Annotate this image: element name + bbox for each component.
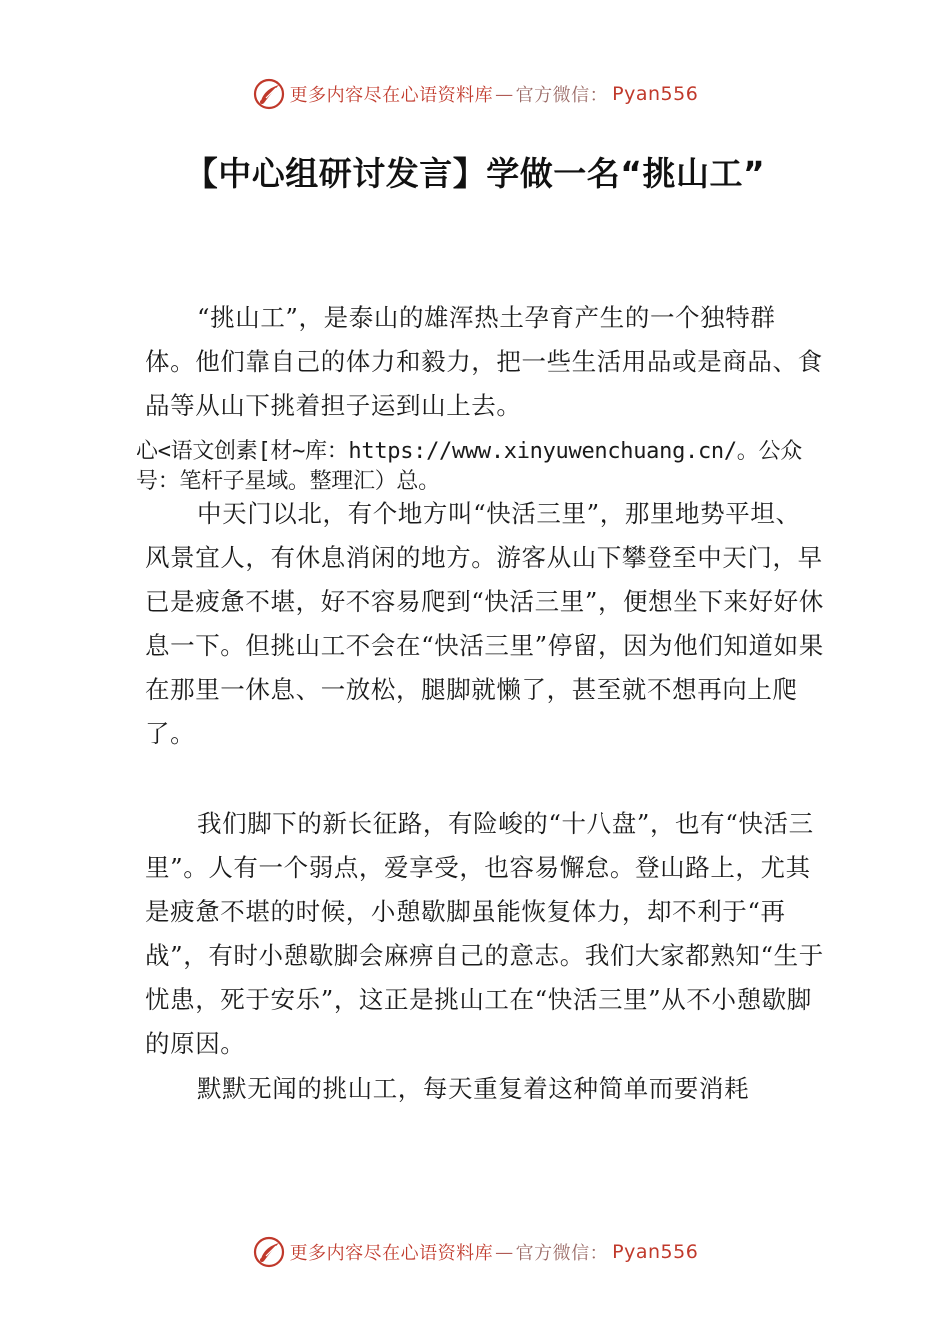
document-title: 【中心组研讨发言】学做一名“挑山工”: [184, 154, 766, 193]
banner-text: [290, 81, 699, 107]
banner-content: [252, 77, 699, 111]
banner-slogan: 更多内容尽在心语资料库: [289, 85, 494, 106]
banner-dash: —: [495, 83, 514, 105]
banner-wechat-id: Pyan556: [612, 83, 699, 105]
footer-banner-dash: —: [495, 1241, 514, 1263]
brand-logo-icon: [252, 1235, 286, 1269]
footer-banner-text: [290, 1239, 699, 1265]
paragraph-2: 中天门以北，有个地方叫“快活三里”，那里地势平坦、风景宜人，有休息消闲的地方。游客从山下攀登至中天门，早已是疲惫不堪，好不容易爬到“快活三里”，便想坐下来好好休息一下。但挑山工不会在“快活三里”停留，因为他们知道如果在那里一休息、一放松，腿脚就懒了，甚至就不想再向上爬了。: [145, 499, 824, 748]
banner-wechat-label: 官方微信：: [515, 85, 609, 106]
source-note: 心<语文创素[材~库：https://www.xinyuwenchuang.cn/。公众号：笔杆子星域。整理汇）总。: [136, 439, 802, 494]
footer-banner-slogan: 更多内容尽在心语资料库: [289, 1243, 494, 1264]
footer-banner-wechat-id: Pyan556: [612, 1241, 699, 1263]
header-banner: [0, 74, 950, 114]
brand-logo-icon: [252, 77, 286, 111]
footer-banner: [0, 1232, 950, 1272]
paragraph-1: “挑山工”，是泰山的雄浑热土孕育产生的一个独特群体。他们靠自己的体力和毅力，把一些生活用品或是商品、食品等从山下挑着担子运到山上去。: [145, 303, 823, 420]
footer-banner-wechat-label: 官方微信：: [515, 1243, 609, 1264]
paragraph-4: 默默无闻的挑山工，每天重复着这种简单而要消耗: [197, 1074, 750, 1103]
footer-banner-content: [252, 1235, 699, 1269]
paragraph-3: 我们脚下的新长征路，有险峻的“十八盘”，也有“快活三里”。人有一个弱点，爱享受，也容易懈怠。登山路上，尤其是疲惫不堪的时候，小憩歇脚虽能恢复体力，却不利于“再战”，有时小憩歇脚会麻痹自己的意志。我们大家都熟知“生于忧患，死于安乐”，这正是挑山工在“快活三里”从不小憩歇脚的原因。: [145, 809, 824, 1058]
